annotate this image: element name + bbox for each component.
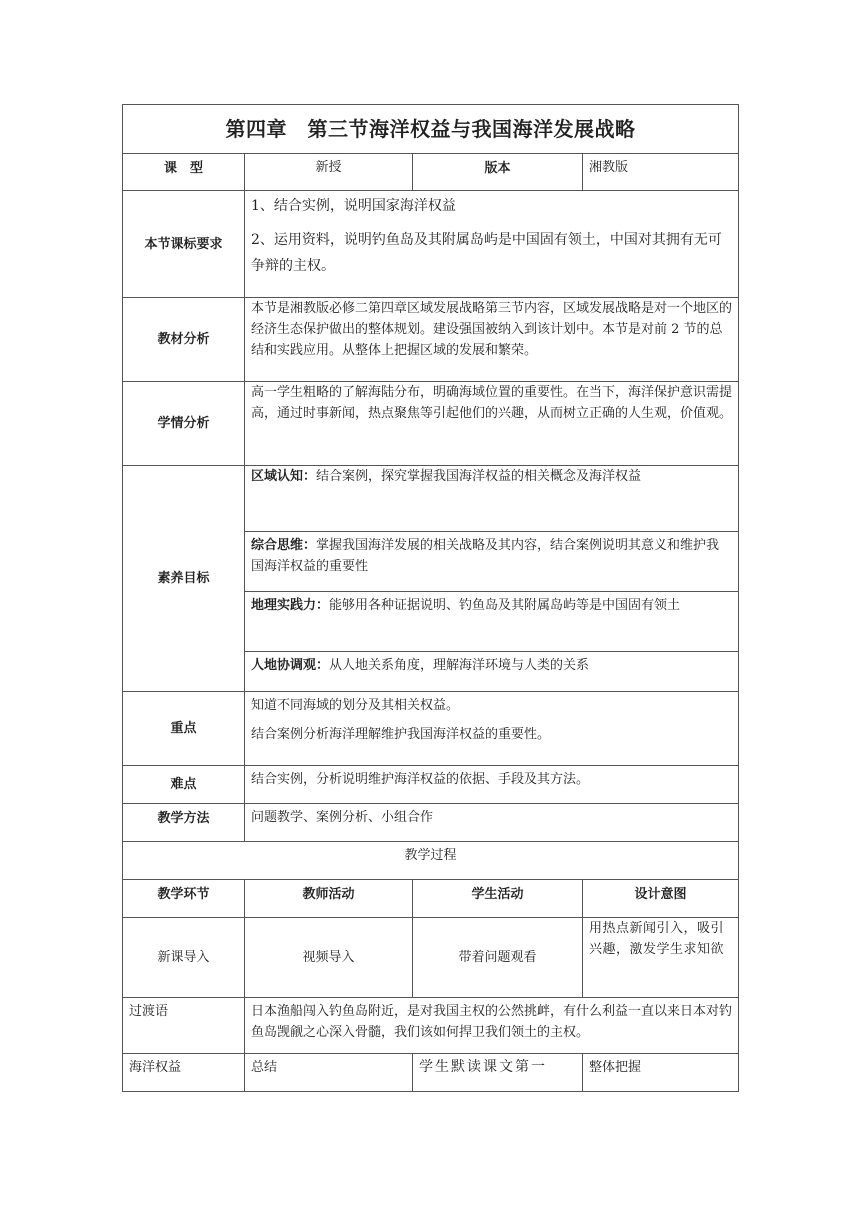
students-text: 高一学生粗略的了解海陆分布，明确海域位置的重要性。在当下，海洋保护意识需提高，通过时事新闻，热点聚焦等引起他们的兴趣，从而树立正确的人生观，价值观。	[245, 382, 739, 466]
literacy-head: 区域认知：	[251, 469, 317, 484]
standards-label: 本节课标要求	[123, 191, 245, 298]
last-stage: 海洋权益	[123, 1054, 245, 1092]
method-label: 教学方法	[123, 804, 245, 842]
standards-content	[245, 191, 739, 298]
transition-label: 过渡语	[123, 998, 245, 1054]
intro-row	[123, 918, 739, 998]
last-student: 学生默读课文第一	[413, 1054, 583, 1092]
last-row	[123, 1054, 739, 1092]
difficulty-label: 难点	[123, 766, 245, 804]
literacy-text: 能够用各种证据说明、钓鱼岛及其附属岛屿等是中国固有领土	[329, 598, 681, 613]
textbook-row	[123, 298, 739, 382]
textbook-label: 教材分析	[123, 298, 245, 382]
last-intent: 整体把握	[583, 1054, 739, 1092]
literacy-item	[245, 652, 739, 692]
process-header-row	[123, 880, 739, 918]
method-row	[123, 804, 739, 842]
last-teacher: 总结	[245, 1054, 413, 1092]
literacy-row-1	[123, 466, 739, 532]
standard-item-2: 2、运用资料，说明钓鱼岛及其附属岛屿是中国固有领土，中国对其拥有无可争辩的主权。	[251, 232, 722, 274]
intro-student: 带着问题观看	[413, 918, 583, 998]
lesson-plan-table	[122, 104, 739, 1092]
method-text: 问题教学、案例分析、小组合作	[245, 804, 739, 842]
difficulty-text: 结合实例，分析说明维护海洋权益的依据、手段及其方法。	[245, 766, 739, 804]
title-row	[123, 105, 739, 154]
literacy-text: 从人地关系角度，理解海洋环境与人类的关系	[329, 658, 590, 673]
header-student: 学生活动	[413, 880, 583, 918]
literacy-item	[245, 466, 739, 532]
info-row	[123, 154, 739, 191]
key-points-row	[123, 692, 739, 766]
key-points-label: 重点	[123, 692, 245, 766]
transition-text: 日本渔船闯入钓鱼岛附近，是对我国主权的公然挑衅，有什么利益一直以来日本对钓鱼岛觊觎之心深入骨髓，我们该如何捍卫我们领土的主权。	[245, 998, 739, 1054]
process-title-row	[123, 842, 739, 880]
header-stage: 教学环节	[123, 880, 245, 918]
students-label: 学情分析	[123, 382, 245, 466]
transition-row	[123, 998, 739, 1054]
literacy-head: 人地协调观：	[251, 658, 330, 673]
literacy-item	[245, 532, 739, 592]
standards-row	[123, 191, 739, 298]
students-row	[123, 382, 739, 466]
difficulty-row	[123, 766, 739, 804]
literacy-text: 掌握我国海洋发展的相关战略及其内容，结合案例说明其意义和维护我国海洋权益的重要性	[251, 538, 720, 574]
literacy-text: 结合案例，探究掌握我国海洋权益的相关概念及海洋权益	[316, 469, 642, 484]
header-teacher: 教师活动	[245, 880, 413, 918]
literacy-head: 综合思维：	[251, 538, 317, 553]
type-value: 新授	[245, 154, 413, 191]
key-point-item: 知道不同海域的划分及其相关权益。	[251, 698, 460, 713]
intro-stage: 新课导入	[123, 918, 245, 998]
standard-item-1: 1、结合实例，说明国家海洋权益	[251, 198, 456, 214]
intro-intent: 用热点新闻引入，吸引兴趣，激发学生求知欲	[583, 918, 739, 998]
literacy-item	[245, 592, 739, 652]
key-point-item: 结合案例分析海洋理解维护我国海洋权益的重要性。	[251, 727, 551, 742]
key-points-content	[245, 692, 739, 766]
textbook-text: 本节是湘教版必修二第四章区域发展战略第三节内容，区域发展战略是对一个地区的经济生态保护做出的整体规划。建设强国被纳入到该计划中。本节是对前 2 节的总结和实践应用。从整体上把握区域的发展和繁荣。	[245, 298, 739, 382]
version-label: 版本	[413, 154, 583, 191]
literacy-label: 素养目标	[123, 466, 245, 692]
lesson-plan-document	[122, 104, 738, 1092]
literacy-head: 地理实践力：	[251, 598, 330, 613]
version-value: 湘教版	[583, 154, 739, 191]
type-label: 课 型	[123, 154, 245, 191]
document-title: 第四章 第三节海洋权益与我国海洋发展战略	[123, 105, 739, 154]
header-intent: 设计意图	[583, 880, 739, 918]
intro-teacher: 视频导入	[245, 918, 413, 998]
process-title: 教学过程	[123, 842, 739, 880]
